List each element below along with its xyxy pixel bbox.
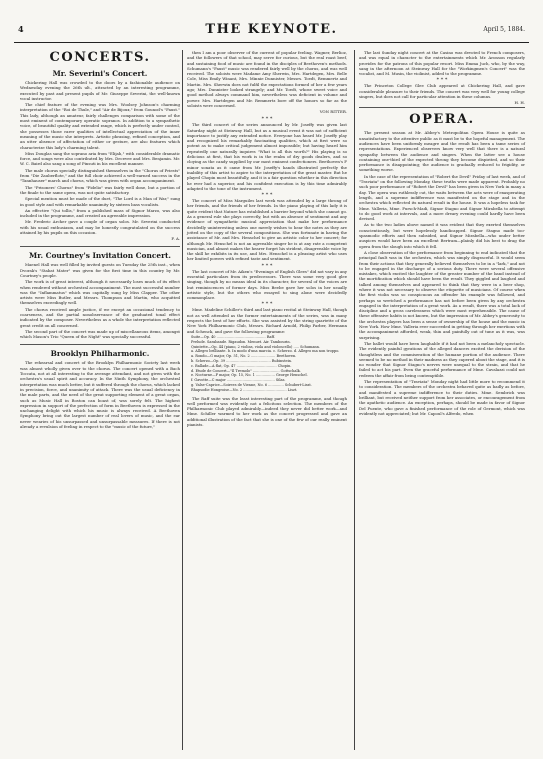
paragraph: The ballet would have been laughable if it had not been a melancholy spectacle. The evidently painful gyrations of the alleged dancers excited the derision of the thoughtless and the commiseration of the humane portion of the audience. There seemed to be no method in their madness as they capered about the stage, and it is no wonder that Signor Stagno's nerves were unequal to the strain, and that he failed to act his part. Even the graceful performance of Mme. Cavalazzi could not redeem the affair from being contemptible.	[359, 340, 525, 378]
column-rule	[182, 50, 183, 750]
page-number: 4	[18, 24, 24, 34]
programme-item: c. Ballade—A flat, Op. 47 .................................... Chopin.	[191, 363, 292, 368]
paragraph: The Princeton College Glee Club appeared at Chickering Hall, and gave considerable pleasure to their friends. The concert was very well for young college singers, but does not call for particular attention in these columns.	[359, 83, 525, 100]
paragraph: The second part of the concert was made up of miscellaneous items, amongst which Mason's Trio "Queen of the Night" was specially successful.	[20, 328, 180, 340]
paragraph: As to the two ladies above named it was evident that they exerted themselves conscientiously, but were hopelessly handicapped. Signor Stagno made too-spasmodic efforts and then subsided, and Signor Mirabella—who under better auspices would have been an excellent Bertram—plainly did his best to drag the opera from the slough into which it fell.	[359, 222, 525, 249]
paragraph: The chief feature of the evening was Mrs. Woolsey Johnson's charming interpretation of the "Roi de Thule," and "Air de Bijoux," from Gounod's "Faust." This lady, although an amateur, fairly challenges comparison with some of the most eminent of contemporary operatic sopranos. In addition to a sympathetic voice, of beautiful quality and extended range, which is perfectly under control, she possesses those rarer qualities of intellectual appreciation of the inner meaning of the music she interprets. Artistic phrasing, refined conception, and an utter absence of affectation of either or gesture, are also features which characterize this lady's charming talent.	[20, 102, 180, 150]
paragraph: The work is of great interest, although it necessarily loses much of its effect when rendered without orchestral accompaniment. The most successful number was the "Inflammatus" which was capitally sung by Miss Clapper. The other artists were Miss Butler, and Messrs. Thompson and Martin, who acquitted themselves exceedingly well.	[20, 279, 180, 306]
programme-item: e. Nocturne—F major, Op. 15, No. 1 ................. George Henschel.	[191, 373, 308, 378]
paragraph: The third concert of the series announced by Mr. Joseffy was given last Saturday night at Steinway Hall, but as a musical event it was not of sufficient importance to justify any extended notice. Everyone has heard Mr. Joseffy play and recognized his remarkably fascinating qualities, which at first were so potent as to make critical judgement almost impossible; but having heard him repeatedly one naturally inquires "What is all this worth?" His playing is so delicious at first, that his work is in the realm of dry goods dealers, and so cloying as the candy supplied by our most eminent confectioners. Beethoven's F minor sonata as it came from Mr. Joseffy's hands illustrated perfectly the inability of this artist to aspire to the interpretation of the great master. But he played Chopin most beautifully, and it is a fair question whether in this direction he ever had a superior, and his confident execution is by this time admirably adapted to the tone of the instrument.	[187, 122, 347, 191]
programme-item: b. Scherzo—Op. 39 ........................................ Rubinstein.	[191, 358, 293, 363]
paragraph: An effective "Qui tollis," from a published mass of Signor Marzo, was also included in the programme, and created an agreeable impression.	[20, 207, 180, 219]
paragraph: In the case of the representation of "Robert the Devil" Friday of last week, and of "Traviata" on the following Monday, these truths were made apparent. Probably no such poor performance of "Robert the Devil" has been given in New York in many a day. The opera was ruthlessly cut, the waits between the acts were of exasperating length, and a supreme indifference was manifested on the stage and in the orchestra which reflected its natural result in the house. It was a hopeless task for Mme. Valleria, Mme. Fursch-Madi, Signor Stagno and Signor Mirabella to attempt to do good work at intervals, and a more dreary evening could hardly have been devised.	[359, 173, 525, 222]
article-title: Brooklyn Philharmonic.	[20, 344, 180, 358]
paragraph: The last Sunday night concert at the Casino was devoted to French composers, and was equal in character to the entertainments which Mr. Aronson regularly provides for the patrons of this popular resort. Miss Emma Juch, who, by the way, sang in the afternoon at Steinway Hall for the "Workingmen's Concert" was the vocalist, and M. Musin, the violinist, added to the programme.	[359, 50, 525, 77]
paragraph: The chorus received ample justice, if we except an occasional tendency to coarseness, and the partial nonobservance of the graduated tonal effect indicated by the composer. Nevertheless as a whole the interpretation reflected great credit on all concerned.	[20, 306, 180, 328]
article-title: Mr. Severini's Concert.	[52, 69, 148, 78]
paragraph: The "Prisoners' Chorus" from "Fidelio" was fairly well done, but a portion of the finale to the same opera, was not quite satisfactory.	[20, 184, 180, 195]
masthead-title: THE KEYNOTE.	[205, 22, 338, 37]
author-signature: F. A.	[171, 236, 180, 242]
column-1	[20, 50, 180, 430]
programme-item: a. Rondo—G major, Op. 51, No. 2 ...................... Beethoven.	[191, 354, 297, 359]
paragraph: Chickering Hall was crowded to the doors by a fashionable audience on Wednesday evening the 26th ult., attracted by an interesting programme, executed by past and present pupils of Mr. Giuseppe Severini, the well-known vocal instructor.	[20, 80, 180, 101]
paragraph: The Raff suite was the least interesting part of the programme, and though well performed was evidently not a felicitous selection. The members of the Philharmonic Club played admirably—indeed they never did better work—and Mme. Schiller warmed to her work as the concert progressed and gave an additional illustration of the fact that she is one of the few of our really eminent pianists.	[187, 395, 347, 427]
section-divider: * * *	[261, 192, 273, 199]
programme-item: a. Allegro brilliante. b. In modo d'una marcia. c. Scherzo. d. Allegro ma non troppo.	[191, 349, 340, 354]
column-2	[187, 50, 347, 428]
programme-item: f. Gavotte—C major ........................................... Silas.	[191, 378, 286, 383]
programme-item: Suite—Op. 40 ............................................ Raff.	[191, 334, 275, 339]
page-header	[14, 22, 529, 43]
author-signature: VON RITTER.	[319, 109, 347, 115]
paragraph: Mr. Frederic Archer gave a couple of organ solos. Mr. Severini conducted with his usual enthusiasm, and may be honestly congratulated on the success attained by his pupils on this occasion.	[20, 219, 180, 236]
paragraph: The male chorus specially distinguished themselves in the "Chorus of Priests" from "Die Zauberflote," and the full choir achieved a well-earned success in the "Tannhauser" march and chorus, which was given with organ accompaniment.	[20, 167, 180, 184]
paragraph: The concert of Miss Marguiles last week was attended by a large throng of her friends, and the friends of her friends. In the piano playing of this lady it is quite evident that Nature has established a barrier beyond which she cannot go. As a general rule she plays correctly, but with an absence of sentiment and any evidence of sympathetic musical appreciation that make her performance decidedly uninteresting unless one merely wishes to hear the notes as they are jotted on the copy of the several compositions. She was fortunate in having the assistance of Mr. and Mrs. Henschel to give an artistic color to her concert; for although Mr. Henschel is not an agreeable singer he is at any rate a competent musician, and almost makes the hearer forget his strident, disagreeable voice by the skill he exhibits in its use, and Mrs. Henschel is a pleasing artist who uses her limited powers with refined taste and sentiment.	[187, 198, 348, 262]
section-divider: * * *	[436, 77, 448, 84]
concert-programme	[191, 335, 347, 393]
section-heading-opera: OPERA.	[359, 107, 525, 127]
programme-item: Quintette—Op. 44 (piano, 2 violins, viola and violoncello) ..... Schumann.	[191, 344, 321, 349]
section-heading-concerts: CONCERTS.	[49, 50, 151, 65]
paragraph: A close observation of the performance from beginning to end indicated that the principal fault was in the orchestra, which was simply disgraceful. It would seem from their actions that they generally believed themselves to be in a "lark," and not to be engaged in the discharge of a serious duty. There were several offensive mistakes, which excited the laughter of the greater number of the band instead of the mortification which should have been the result. They giggled and laughed and talked among themselves and appeared to think that they were in a beer shop, where it was not necessary to observe the etiquette of musicians. Of course when the first violin was so conspicuous an offender his example was followed, and perhaps so wretched a performance has not before been given by any orchestra engaged in the interpretation of a great work. As a result, there was a total lack of discipline and a gross carelessness which were most reprehensible. The cause of these offensive habits is not known, but the impression of Mr. Abbey's generosity to the orchestra players has been a sense of ownership of the house and the music in New York. How Mme. Valleria ever succeeded in getting through her exertions with the accompaniment afforded, weak, thin and painfully out of tune as it was, was surprising.	[359, 249, 525, 340]
paragraph: Miss Douglas sang the soprano aria from "Elijah," with considerable dramatic force, and songs were also contributed by Mrs. Decevee and Mrs. Benjamin. Mr. W. C. Baird also sang a song of Pinsuti in his excellent manner.	[20, 150, 180, 167]
section-divider: * * *	[261, 262, 273, 269]
author-signature: H. H.	[514, 100, 525, 106]
programme-item: g. Valse-Caprice—Soirees de Vienne, No. 6 .............. Schubert-Liszt.	[191, 382, 312, 387]
paragraph: Maenel Hall was well filled by invited guests on Tuesday the 25th inst., when Dvorak's "Stabat Mater" was given for the first time in this country by Mr. Courtney's people.	[20, 262, 180, 278]
column-3	[359, 50, 525, 417]
paragraph: The representation of "Traviata" Monday night had little more to recommend it to consideration. The members of the orchestra behaved quite as badly as before, and manifested a supreme indifference to their duties. Mme. Sembrich was brilliant, but received neither support from her associates, or encouragement from the apathetic audience. An exception, perhaps, should be made in favor of Signor Del Puente, who gave a finished performance of the role of Germont, which was evidently not appreciated; but Mr. Capoul's Alfredo, when	[359, 379, 525, 416]
column-rule	[354, 50, 355, 750]
section-divider: * * *	[261, 116, 273, 123]
issue-date: April 5, 1884.	[483, 26, 525, 33]
programme-item: d. Etude de Concert—"Il Tremolo" ........................ Gottschalk.	[191, 368, 301, 373]
programme-item: Prelude. Sarabande. Rigaudon. Menuet. Air. Tambourin.	[191, 339, 291, 344]
programme-item: Rhapsodie Hongroise—No. 2 ....................................... Liszt.	[191, 387, 298, 392]
article-title: Mr. Courtney's Invitation Concert.	[20, 246, 180, 260]
section-divider: * * *	[261, 301, 273, 308]
paragraph: Special mention must be made of the duet, "The Lord is a Man of War," sung in good style and with remarkable unanimity by sixteen bass vocalists.	[20, 196, 180, 207]
paragraph: The present season at Mr. Abbey's Metropolitan Opera House is quite as unsatisfactory to the attentive public as it must be to the hopeful management. The audiences have been uniformly meagre and the result has been a tame series of representations. Experienced observers know very well that there is a natural sympathy between the audience and singers. When the latter see a house containing one-third of the expected throng they become dispirited, and so their performance is disappointing; the audience is gradually reduced to frigidity, or something worse.	[359, 130, 525, 173]
paragraph: The last concert of Mr. Aiken's "Evenings of English Glees" did not vary in any essential particulars from its predecessors. There was some very good glee singing, though by no means ideal in its character, for several of the voices are but reminiscences of former days. Miss Beebe gave her solos in her usually artistic style, but the others who essayed to sing alone were decidedly commonplace.	[187, 268, 347, 301]
paragraph: Mme. Madeline Schiller's third and last piano recital at Steinway Hall, though not as well attended as the former entertainments of the series, was in many respects the best of her efforts. She was assisted by the string quartette of the New York Philharmonic Club, Messrs. Richard Arnold, Philip Farber, Hermann and Schenck, and gave the following programme:	[187, 307, 347, 334]
paragraph: The rehearsal and concert of the Brooklyn Philharmonic Society last week was almost wholly given over to the chorus. The concert opened with a Bach Toccata, not at all interesting to the average attendant, and not given with the orchestra's usual spirit and accuracy. In the Ninth Symphony, the orchestral interpretation was much better, but it suffered through the chorus, which lacked in precision, force, and unanimity of attack. There was the usual deficiency in the male parts, and the need of the great supporting element of a great organ, such as Music Hall in Boston can boast of, was sorely felt. The highest expression in support of the perfection of form in Beethoven is expressed in the unchanging delight with which his music is always received. A Beethoven Symphony bring out the largest number of real lovers of music, and the ear never wearies of his unsurpassed and unsurpassable measures. If there is not already a revulsion of feeling in respect to the "music of the future,"	[20, 360, 180, 430]
paragraph: then I am a poor observer of the current of popular feeling. Wagner, Berlioz, and the followers of that school, may serve for curious, but the real roast beef, and sustaining food of music are found in the disciples of Beethoven's methods. Schumann's "Faust" music was rendered fairly well by the chorus, and was well received. The soloists were Madame Amy Sherwin, Mrs. Hartdegen, Mrs. Belle Cole, Miss Emily Winant, Mrs. Minnie Dunnister, Messrs. Toedt, Remmertz and Martin. Mrs. Sherwin does not fulfil the expectations formed of her a few years ago; Mrs. Dunnister looked strangely; and Mr. Toedt, whose sweet voice and good method always command him, nevertheless was deficient in volume and power. Mrs. Hartdegen and Mr. Remmertz bore off the honors so far as the soloists were concerned.	[187, 50, 347, 108]
